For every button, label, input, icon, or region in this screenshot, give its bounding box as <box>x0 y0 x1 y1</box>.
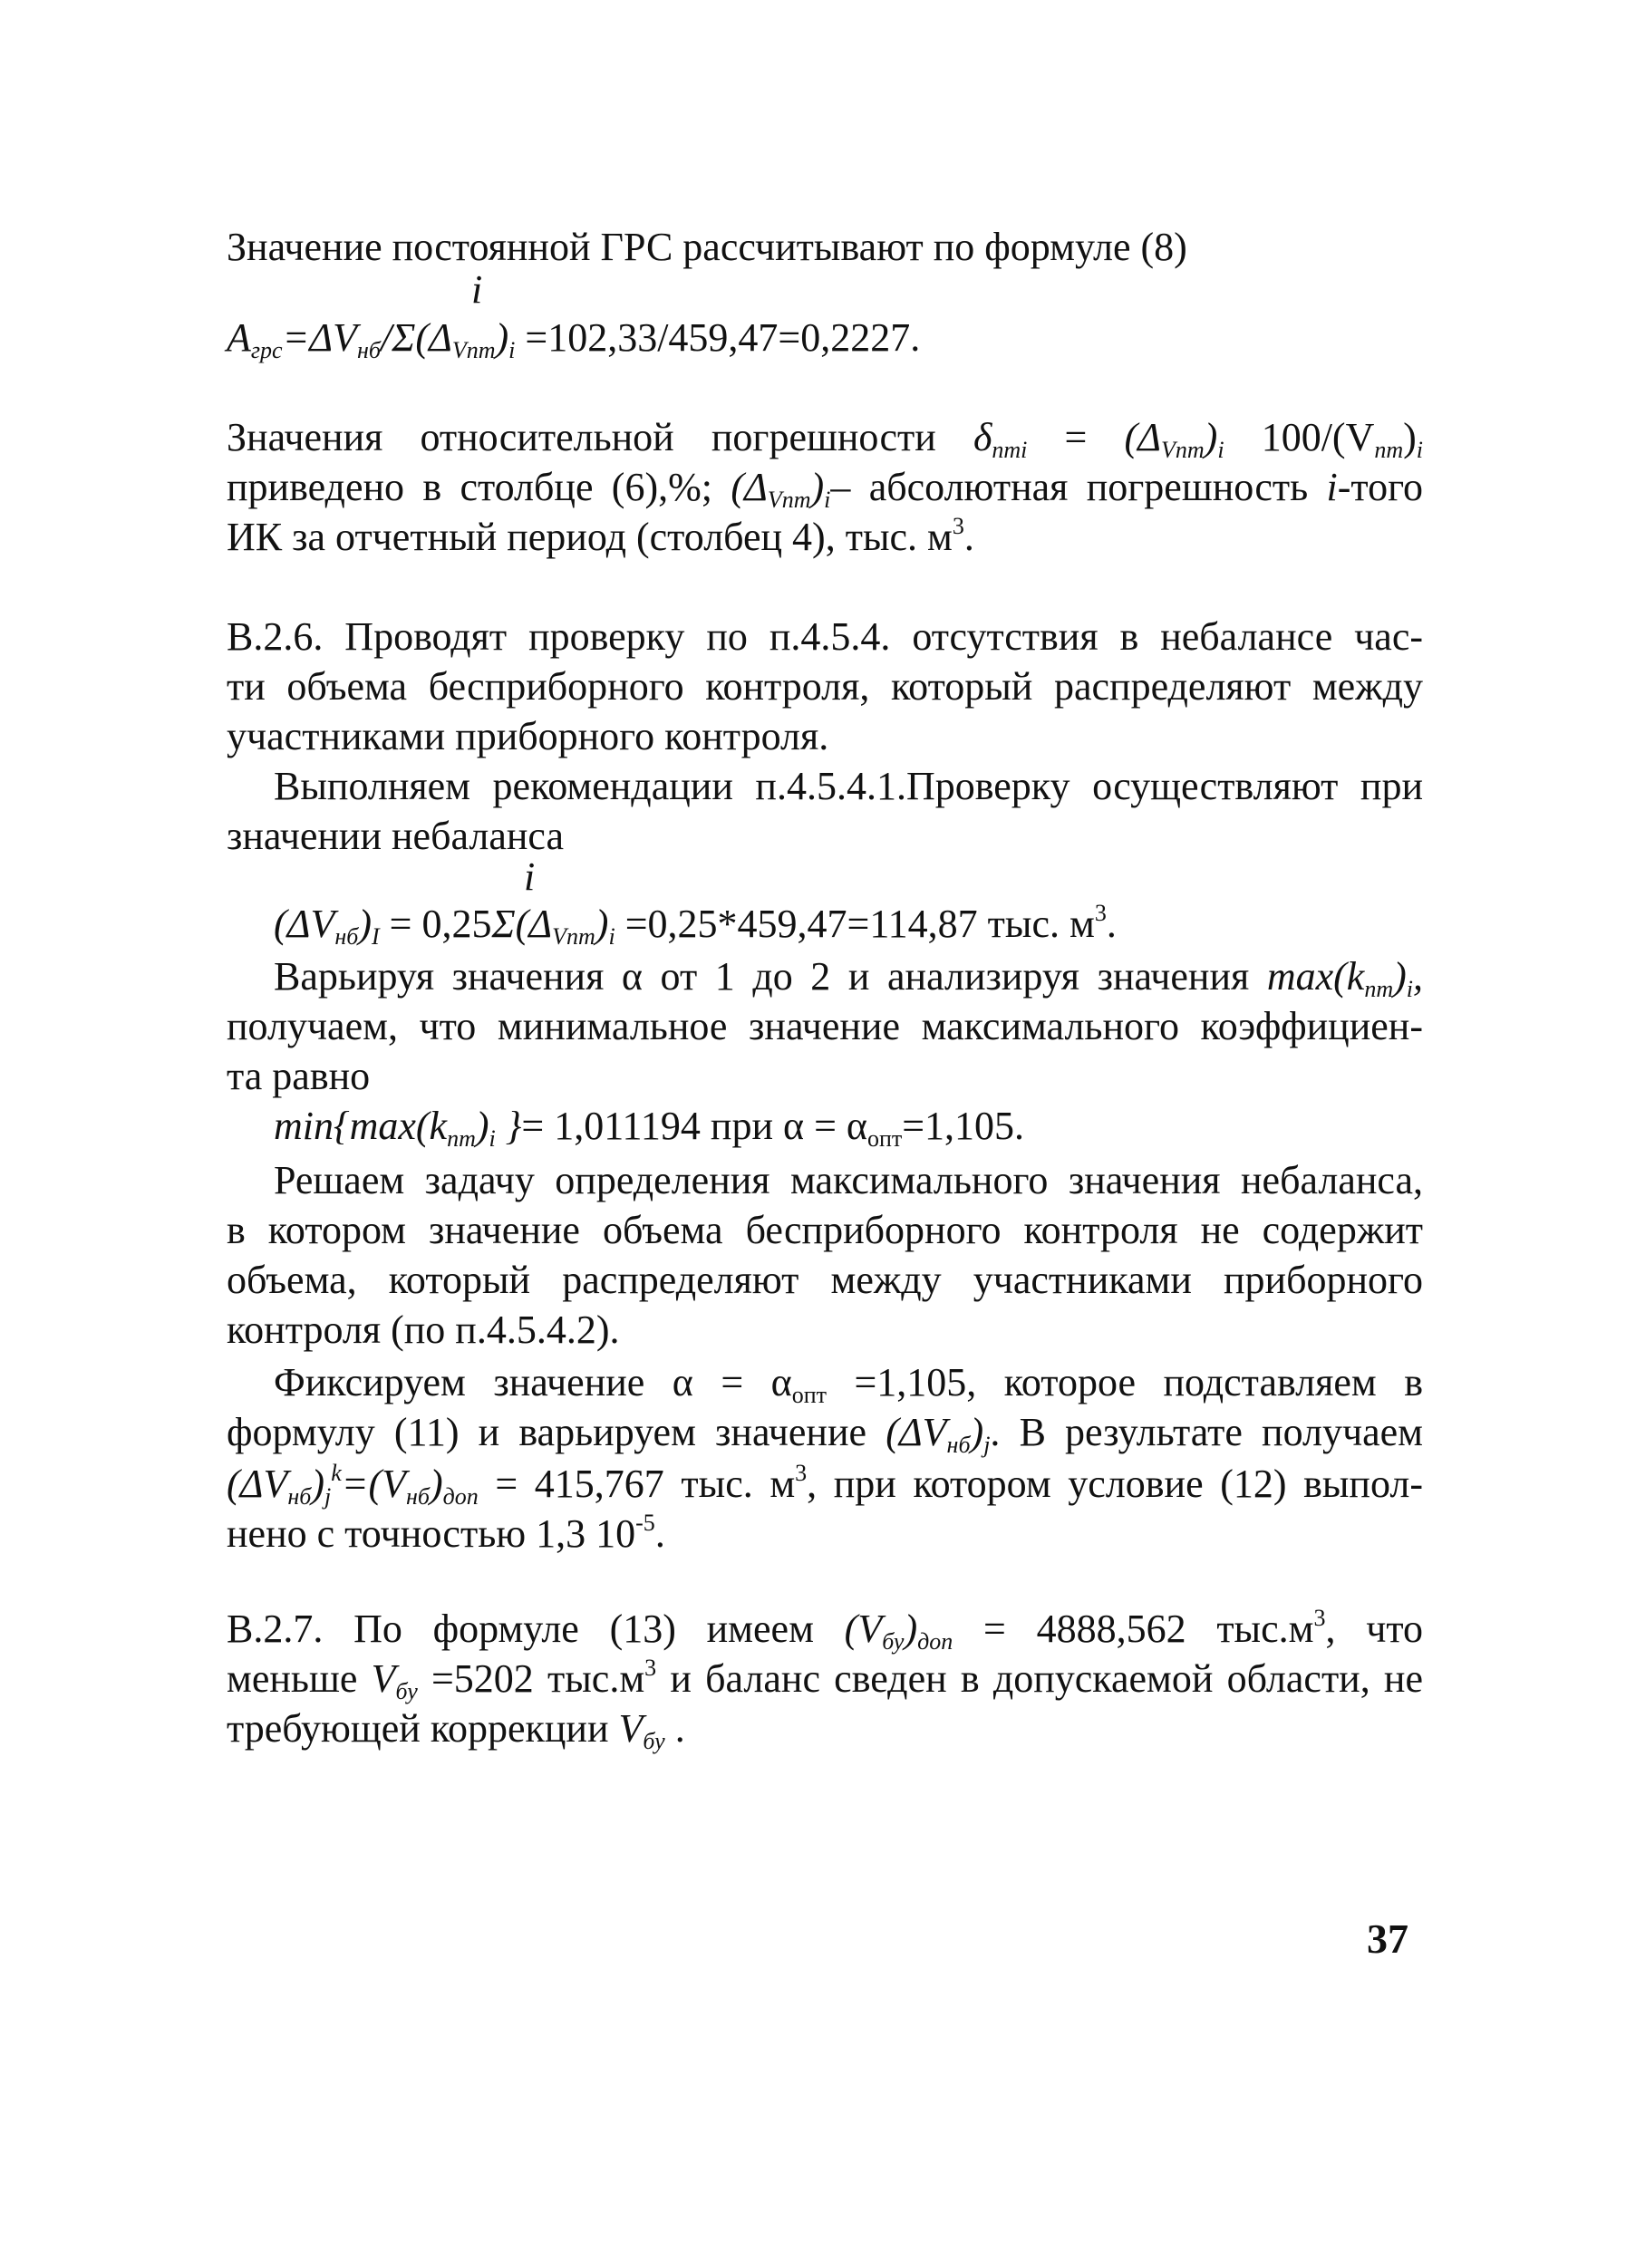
task-line-3 <box>227 1255 1423 1305</box>
rel-error-line-2 <box>227 462 1423 512</box>
t: объема, который распределяют между участниками приборного <box>227 1258 1423 1302</box>
t: 3 <box>644 1655 657 1681</box>
t: min{max(k <box>274 1104 448 1148</box>
task-line-1 <box>274 1155 1423 1205</box>
t: значении небаланса <box>227 814 565 858</box>
t: = 1,011194 при α = α <box>521 1104 867 1148</box>
t: (ΔV <box>227 1462 288 1506</box>
t: – абсолютная погрешность <box>830 465 1309 509</box>
limit-text: i <box>524 854 536 899</box>
t: Варьируя значения α от 1 до 2 и анализируя значения <box>274 954 1250 999</box>
t: нб <box>406 1483 430 1510</box>
t: . <box>654 1511 665 1556</box>
t: Фиксируем значение α = α <box>274 1360 792 1404</box>
t: Значения относительной погрешности <box>227 415 936 459</box>
t: ти объема бесприборного контроля, который распределяют между <box>227 664 1423 709</box>
t: i <box>489 1125 496 1152</box>
fix-line-1 <box>274 1357 1423 1407</box>
t: бу <box>882 1628 905 1655</box>
t: = 4888,562 тыс.м <box>953 1607 1314 1651</box>
recommendation-line-1 <box>274 761 1423 811</box>
t: } <box>495 1104 522 1148</box>
t: = 415,767 тыс. м <box>478 1462 796 1506</box>
t: приведено в столбце (6),%; <box>227 465 712 509</box>
t: (Δ <box>1124 415 1161 459</box>
t: бу <box>395 1678 418 1704</box>
varying-line-3 <box>227 1051 1423 1101</box>
t: Решаем задачу определения максимального значения небаланса, <box>274 1158 1423 1202</box>
limit-text: i <box>471 267 483 312</box>
t: j <box>983 1432 991 1458</box>
sum-limit-2 <box>524 852 560 902</box>
t: =0,25*459,47=114,87 тыс. м <box>615 902 1095 946</box>
t: nm <box>447 1125 476 1152</box>
t: = 0,25 <box>379 902 492 946</box>
t: та равно <box>227 1054 371 1098</box>
t: δ <box>973 415 992 459</box>
t: i <box>1416 437 1424 463</box>
t: nm <box>1374 437 1404 463</box>
t: =1,105, которое подставляем в <box>826 1360 1423 1404</box>
t: (ΔV <box>274 902 335 946</box>
t: ) <box>1403 415 1417 459</box>
t: . <box>1106 902 1117 946</box>
t: (V <box>844 1607 883 1651</box>
f: /Σ(Δ <box>380 315 452 360</box>
rel-error-line-1 <box>227 412 1423 462</box>
t: Vnm <box>1161 437 1205 463</box>
sum-limit <box>471 265 508 314</box>
section-b27-line-2 <box>227 1654 1423 1703</box>
section-b26-line-2 <box>227 661 1423 711</box>
f: =102,33/459,47=0,2227. <box>515 315 921 360</box>
t: (Δ <box>731 465 768 509</box>
f: Vnm <box>451 337 496 363</box>
f: ) <box>495 315 509 360</box>
t: 3 <box>795 1460 808 1486</box>
t: , что <box>1325 1607 1424 1651</box>
t: . В результате получаем <box>990 1410 1424 1454</box>
page-number: 37 <box>1367 1916 1408 1962</box>
t: нб <box>334 923 359 950</box>
t: ) <box>311 1462 324 1506</box>
fix-line-2 <box>227 1407 1423 1457</box>
fix-line-4 <box>227 1509 1423 1559</box>
t: -того <box>1337 465 1424 509</box>
t: i <box>1217 437 1224 463</box>
t: опт <box>791 1382 827 1408</box>
t: контроля (по п.4.5.4.2). <box>227 1308 620 1352</box>
t: = <box>1064 415 1088 459</box>
t: V <box>618 1706 644 1751</box>
t: 3 <box>1313 1605 1326 1631</box>
section-b26-line-1 <box>227 612 1423 661</box>
f: A <box>227 315 251 360</box>
text: Значение постоянной ГРС рассчитывают по формуле (8) <box>227 225 1187 269</box>
t: j <box>324 1483 332 1510</box>
t: ) <box>475 1104 489 1148</box>
t: бу <box>643 1728 665 1754</box>
t: -5 <box>635 1510 655 1536</box>
t: ) <box>358 902 372 946</box>
f: =ΔV <box>282 315 357 360</box>
fix-line-3 <box>227 1459 1423 1509</box>
t: формулу (11) и варьируем значение <box>227 1410 867 1454</box>
t: 100/(V <box>1261 415 1375 459</box>
t: (ΔV <box>886 1410 947 1454</box>
t: В.2.6. Проводят проверку по п.4.5.4. отсутствия в небалансе час- <box>227 614 1423 659</box>
minmax-formula <box>274 1101 1423 1151</box>
t: i <box>824 487 831 513</box>
t: ) <box>595 902 609 946</box>
t: ) <box>1393 954 1407 999</box>
imbalance-formula <box>274 899 1423 949</box>
t: V <box>371 1656 396 1701</box>
t: в котором значение объема бесприборного контроля не содержит <box>227 1208 1423 1252</box>
f: грс <box>250 337 283 363</box>
t: i <box>1406 976 1413 1002</box>
t: ) <box>904 1607 918 1651</box>
t: ) <box>970 1410 984 1454</box>
t: 3 <box>952 513 964 539</box>
t: опт <box>866 1125 903 1152</box>
t: =(V <box>341 1462 407 1506</box>
t: нб <box>287 1483 312 1510</box>
task-line-2 <box>227 1205 1423 1255</box>
section-b26-line-3 <box>227 711 1423 761</box>
t: Vnm <box>767 487 811 513</box>
t: =5202 тыс.м <box>417 1656 645 1701</box>
t: ИК за отчетный период (столбец 4), тыс. м <box>227 515 953 559</box>
formula-grs <box>227 313 1423 362</box>
task-line-4 <box>227 1305 1423 1355</box>
t: получаем, что минимальное значение максимального коэффициен- <box>227 1004 1423 1048</box>
t: , при котором условие (12) выпол- <box>807 1462 1423 1506</box>
t: участниками приборного контроля. <box>227 714 829 758</box>
t: нб <box>946 1432 971 1458</box>
t: Vnm <box>552 923 595 950</box>
t: i <box>1326 465 1338 509</box>
t: max(k <box>1266 954 1365 999</box>
t: ) <box>430 1462 443 1506</box>
varying-line-1 <box>274 951 1423 1001</box>
rel-error-line-3 <box>227 512 1423 562</box>
formula-intro <box>227 222 1423 272</box>
recommendation-line-2 <box>227 811 1423 861</box>
t: доп <box>917 1628 953 1655</box>
t: меньше <box>227 1656 358 1701</box>
f: нб <box>356 337 381 363</box>
t: , <box>1413 954 1423 999</box>
section-b27-line-1 <box>227 1604 1423 1654</box>
t: Выполняем рекомендации п.4.5.4.1.Проверку осуществляют при <box>274 764 1423 808</box>
t: Σ(Δ <box>491 902 553 946</box>
t: i <box>608 923 615 950</box>
t: ) <box>1204 415 1218 459</box>
t: . <box>664 1706 685 1751</box>
section-b27-line-3 <box>227 1703 1423 1753</box>
t: В.2.7. По формуле (13) имеем <box>227 1607 814 1651</box>
t: =1,105. <box>902 1104 1025 1148</box>
t: ) <box>810 465 825 509</box>
t: 3 <box>1094 900 1107 926</box>
t: nmi <box>992 437 1028 463</box>
t: I <box>372 923 380 950</box>
f: i <box>508 337 516 363</box>
t: нено с точностью 1,3 10 <box>227 1511 636 1556</box>
t: и баланс сведен в допускаемой области, не <box>656 1656 1423 1701</box>
varying-line-2 <box>227 1001 1423 1051</box>
t: k <box>331 1460 342 1486</box>
t: доп <box>442 1483 479 1510</box>
t: nm <box>1364 976 1394 1002</box>
t: требующей коррекции <box>227 1706 609 1751</box>
t: . <box>963 515 974 559</box>
